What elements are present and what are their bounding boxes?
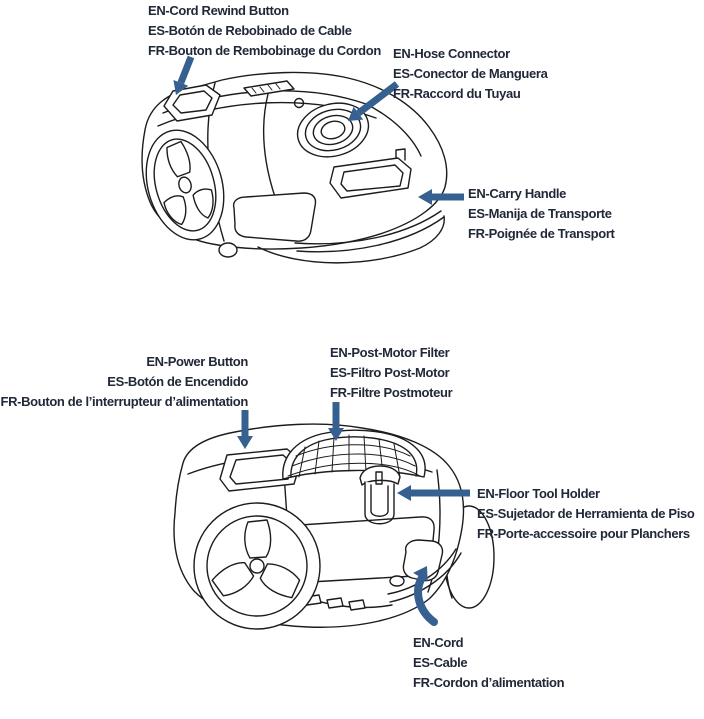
label-fr: FR-Raccord du Tuyau — [393, 86, 521, 101]
label-en: EN-Carry Handle — [468, 186, 567, 201]
label-es: ES-Conector de Manguera — [393, 66, 548, 81]
label-fr: FR-Cordon d’alimentation — [413, 675, 565, 690]
label-floor-tool-holder — [477, 484, 695, 544]
label-es: ES-Filtro Post-Motor — [330, 365, 450, 380]
cord-rewind-button-part — [164, 85, 220, 121]
label-cord-rewind-button — [148, 1, 381, 61]
label-en: EN-Floor Tool Holder — [477, 486, 600, 501]
label-es: ES-Manija de Transporte — [468, 206, 612, 221]
label-es: ES-Botón de Rebobinado de Cable — [148, 23, 352, 38]
label-en: EN-Post-Motor Filter — [330, 345, 450, 360]
label-fr: FR-Bouton de l’interrupteur d’alimentation — [0, 394, 248, 409]
label-en: EN-Cord Rewind Button — [148, 3, 289, 18]
label-fr: FR-Poignée de Transport — [468, 226, 615, 241]
label-es: ES-Cable — [413, 655, 468, 670]
label-cord — [413, 633, 564, 693]
vacuum-rear-illustration — [174, 424, 494, 629]
label-hose-connector — [393, 44, 547, 104]
label-es: ES-Botón de Encendido — [107, 374, 248, 389]
label-en: EN-Power Button — [146, 354, 248, 369]
rear-left-wheel — [194, 503, 320, 629]
label-fr: FR-Porte-accessoire pour Planchers — [477, 526, 690, 541]
label-post-motor-filter — [330, 343, 452, 403]
floor-tool-holder-part — [360, 466, 400, 524]
front-caster-wheel — [219, 243, 237, 257]
label-fr: FR-Filtre Postmoteur — [330, 385, 453, 400]
label-en: EN-Cord — [413, 635, 464, 650]
front-lower-panel — [234, 193, 316, 241]
label-fr: FR-Bouton de Rembobinage du Cordon — [148, 43, 381, 58]
label-es: ES-Sujetador de Herramienta de Piso — [477, 506, 695, 521]
label-carry-handle — [468, 184, 615, 244]
label-en: EN-Hose Connector — [393, 46, 510, 61]
label-power-button — [0, 352, 248, 412]
